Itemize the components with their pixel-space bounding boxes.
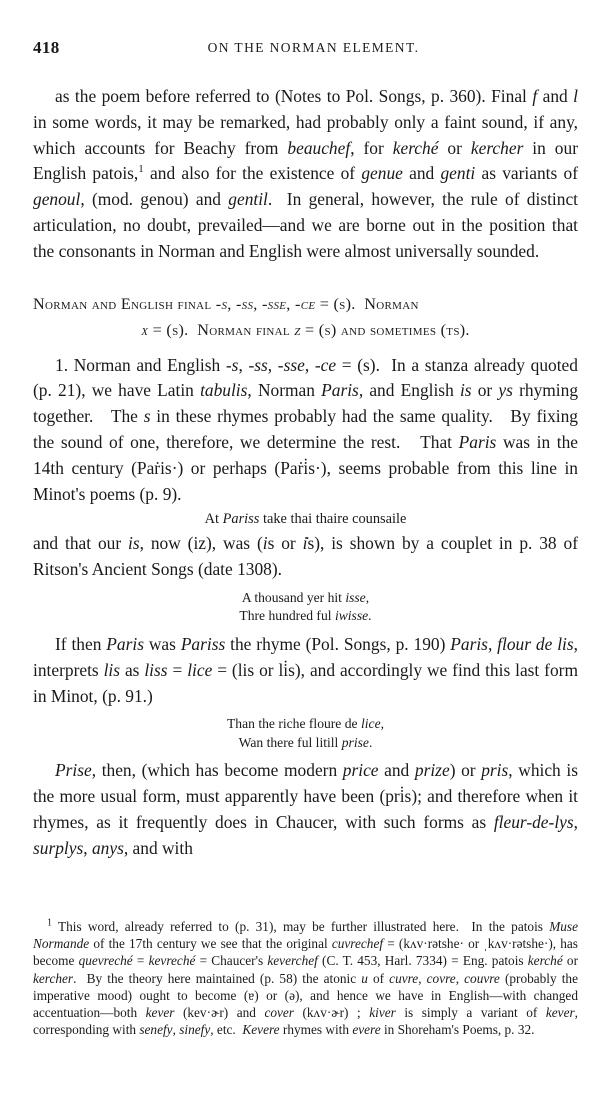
running-title: ON THE NORMAN ELEMENT. (207, 40, 420, 55)
footnote-1-text: $^1$ This word, already referred to (p. 31), may be further illustrated here. In the patois Muse Normande of the 17th century we see that the original cuvrechef = (kʌv·rətshe· or ˌkʌv·rətshe·), has become quevreché = kevreché = Chaucer's keverchef (C. T. 453, Harl. 7334) = Eng. patois kerché or kercher. By the theory here maintained (p. 58) the atonic u of cuvre, covre, couvre (probably the imperative mood) ought to become (ɐ) or (ə), and hence we have in English—with changed accentuation—both kever (kev·ɚr) and cover (kʌv·ɚr) ; kiver is simply a variant of kever, corresponding with senefy, sinefy, etc. Kevere rhymes with evere in Shoreham's Poems, p. 32. (33, 917, 579, 1038)
quotation-3-line-2: Wan there ful litill prise. (238, 734, 373, 750)
page-number: 418 (33, 38, 60, 57)
quotation-3-line-1: Than the riche floure de lice, (226, 716, 385, 732)
section-heading (33, 291, 578, 343)
paragraph-3: and that our is, now (iz), was (is or i̇s), is shown by a couplet in p. 38 of Ritson's Ancient Songs (date 1308). (33, 533, 578, 580)
spacer (33, 343, 578, 353)
footnote-1 (33, 918, 578, 1038)
quotation-2-line-1: A thousand yer hit isse, (241, 589, 370, 605)
paragraph-4: If then Paris was Pariss the rhyme (Pol. Songs, p. 190) Paris, flour de lis, interprets lis as liss = lice = (lis or li̇s), and accordingly we find this last form in Minot, (p. 91.) (33, 633, 578, 706)
section-heading-line-1: Norman and English final -s, -ss, -sse, -ce = (s). Norman (33, 294, 419, 313)
page-header (0, 38, 609, 58)
quotation-1: At Pariss take thai thaire counsaile (204, 511, 407, 528)
quotation-2-line-2: Thre hundred ful iwisse. (239, 608, 372, 624)
paragraph-5: Prise, then, (which has become modern price and prize) or pris, which is the more usual form, must apparently have been (pri̇s); and therefore when it rhymes, as it frequently does in Chaucer, with such forms as fleur-de-lys, surplys, anys, and with (33, 760, 578, 858)
page-body (33, 84, 578, 862)
section-heading-line-2: x = (s). Norman final z = (s) and sometimes (ts). (141, 320, 470, 339)
paragraph-2: 1. Norman and English -s, -ss, -sse, -ce = (s). In a stanza already quoted (p. 21), we have Latin tabulis, Norman Paris, and English is or ys rhyming together. The s in these rhymes probably had the same quality. By fixing the sound of one, therefore, we determine the rest. That Paris was in the 14th century (Paṙis·) or perhaps (Paṙi̇s·), seems probable from this line in Minot's poems (p. 9). (33, 354, 579, 504)
paragraph-1: as the poem before referred to (Notes to Pol. Songs, p. 360). Final f and l in some words, it may be remarked, had probably only a faint sound, if any, which accounts for Beachy from beauchef, for kerché or kercher in our English patois,$^1$ and also for the existence of genue and genti as variants of genoul, (mod. genou) and gentil. In general, however, the rule of distinct articulation, no doubt, prevailed—and we are borne out in the position that the consonants in Norman and English were almost universally sounded. (33, 86, 579, 261)
quotation-3 (33, 715, 578, 752)
quotation-2 (33, 589, 578, 626)
spacer (33, 265, 578, 291)
